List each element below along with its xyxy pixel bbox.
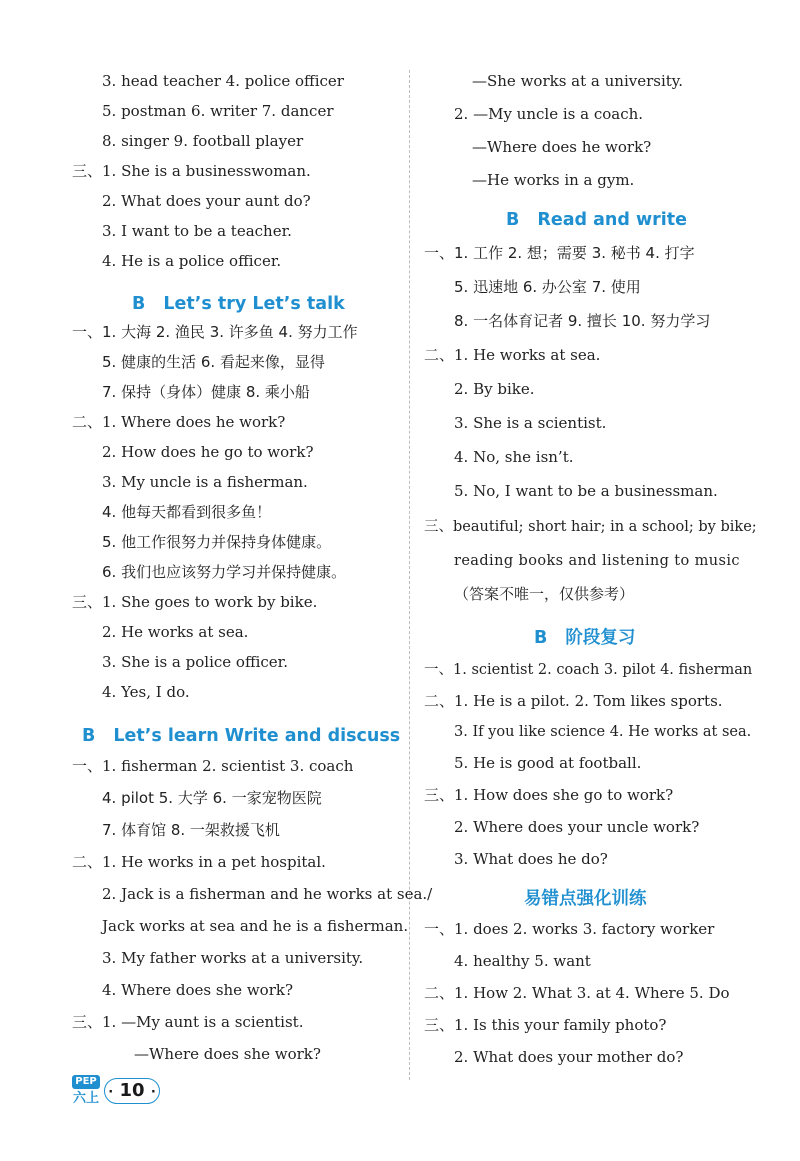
- answer-line: 7. 保持（身体）健康 8. 乘小船: [102, 383, 310, 401]
- answer-line: 4. No, she isn’t.: [454, 448, 574, 466]
- page-footer: [72, 1075, 182, 1109]
- answer-line: 2. Where does your uncle work?: [454, 818, 700, 836]
- answer-line: 5. No, I want to be a businessman.: [454, 482, 718, 500]
- answer-line: 5. He is good at football.: [454, 754, 642, 772]
- answer-line: 4. He is a police officer.: [102, 252, 282, 270]
- answer-line: 4. Where does she work?: [102, 981, 294, 999]
- answer-line: 3. She is a scientist.: [454, 414, 607, 432]
- answer-line: 一、1. scientist 2. coach 3. pilot 4. fisherman: [424, 662, 753, 678]
- answer-line: 5. postman 6. writer 7. dancer: [102, 102, 334, 120]
- section-title: Let’s try Let’s talk: [163, 294, 345, 314]
- section-title: 易错点强化训练: [524, 889, 647, 909]
- answer-line: 8. singer 9. football player: [102, 132, 304, 150]
- answer-line: 三、1. She is a businesswoman.: [72, 162, 311, 180]
- answer-line: 二、1. How 2. What 3. at 4. Where 5. Do: [424, 984, 730, 1002]
- section-title: 阶段复习: [565, 628, 636, 648]
- answer-line: 3. What does he do?: [454, 850, 608, 868]
- answer-line: 8. 一名体育记者 9. 擅长 10. 努力学习: [454, 312, 711, 330]
- answer-line: 3. My uncle is a fisherman.: [102, 473, 308, 491]
- answer-line: 2. What does your mother do?: [454, 1048, 684, 1066]
- answer-line: 2. How does he go to work?: [102, 443, 314, 461]
- section-title: Read and write: [537, 210, 688, 230]
- section-letter: B: [82, 726, 96, 746]
- answer-line: 4. Yes, I do.: [102, 683, 190, 701]
- grade-label: 六上: [72, 1091, 99, 1106]
- answer-line: —She works at a university.: [472, 72, 684, 90]
- answer-line: 4. healthy 5. want: [454, 952, 591, 970]
- column-divider: [409, 70, 410, 1080]
- answer-line: —He works in a gym.: [472, 171, 635, 189]
- answer-line: 二、1. Where does he work?: [72, 413, 286, 431]
- answer-line: 3. I want to be a teacher.: [102, 222, 292, 240]
- page-number-box: [104, 1078, 160, 1104]
- pep-badge: PEP: [72, 1075, 100, 1089]
- answer-note: （答案不唯一，仅供参考）: [454, 585, 635, 603]
- answer-line: 4. 他每天都看到很多鱼！: [102, 503, 272, 521]
- answer-line: 2. By bike.: [454, 380, 535, 398]
- section-letter: B: [534, 628, 548, 648]
- answer-line: 5. 健康的生活 6. 看起来像，显得: [102, 353, 325, 371]
- answer-line: 二、1. He works at sea.: [424, 346, 601, 364]
- answer-line: 三、1. —My aunt is a scientist.: [72, 1013, 304, 1031]
- answer-line: 一、1. 工作 2. 想；需要 3. 秘书 4. 打字: [424, 244, 695, 262]
- answer-line: reading books and listening to music: [454, 553, 740, 569]
- answer-line: 3. She is a police officer.: [102, 653, 288, 671]
- answer-line: 3. My father works at a university.: [102, 949, 364, 967]
- answer-line: 2. Jack is a fisherman and he works at sea./: [102, 885, 433, 903]
- section-heading: [82, 725, 400, 747]
- answer-line: —Where does he work?: [472, 138, 652, 156]
- section-heading: [506, 209, 687, 231]
- answer-line: 二、1. He is a pilot. 2. Tom likes sports.: [424, 692, 723, 710]
- answer-line: —Where does she work?: [134, 1045, 321, 1063]
- answer-line: 一、1. fisherman 2. scientist 3. coach: [72, 757, 354, 775]
- answer-line: 2. He works at sea.: [102, 623, 249, 641]
- answer-line: 3. If you like science 4. He works at sea.: [454, 724, 752, 740]
- answer-line: 三、beautiful; short hair; in a school; by bike;: [424, 519, 757, 535]
- section-title: Let’s learn Write and discuss: [113, 726, 401, 746]
- section-heading: [132, 293, 345, 315]
- answer-line: 3. head teacher 4. police officer: [102, 72, 344, 90]
- page-number: 10: [119, 1080, 145, 1101]
- answer-line: 三、1. How does she go to work?: [424, 786, 674, 804]
- answer-line: 4. pilot 5. 大学 6. 一家宠物医院: [102, 789, 322, 807]
- answer-line: 2. —My uncle is a coach.: [454, 105, 644, 123]
- answer-line: 二、1. He works in a pet hospital.: [72, 853, 326, 871]
- answer-line: 5. 迅速地 6. 办公室 7. 使用: [454, 278, 641, 296]
- dot-icon: ·: [108, 1085, 114, 1100]
- section-letter: B: [506, 210, 520, 230]
- section-heading: [534, 627, 635, 649]
- answer-line: 5. 他工作很努力并保持身体健康。: [102, 533, 332, 551]
- answer-line: 7. 体育馆 8. 一架救援飞机: [102, 821, 280, 839]
- section-heading: [524, 888, 647, 910]
- answer-line: 一、1. 大海 2. 渔民 3. 许多鱼 4. 努力工作: [72, 323, 358, 341]
- answer-line: 一、1. does 2. works 3. factory worker: [424, 920, 715, 938]
- dot-icon: ·: [150, 1085, 156, 1100]
- answer-line: Jack works at sea and he is a fisherman.: [102, 917, 409, 935]
- answer-line: 三、1. She goes to work by bike.: [72, 593, 318, 611]
- answer-line: 2. What does your aunt do?: [102, 192, 311, 210]
- answer-line: 三、1. Is this your family photo?: [424, 1016, 667, 1034]
- section-letter: B: [132, 294, 146, 314]
- answer-line: 6. 我们也应该努力学习并保持健康。: [102, 563, 347, 581]
